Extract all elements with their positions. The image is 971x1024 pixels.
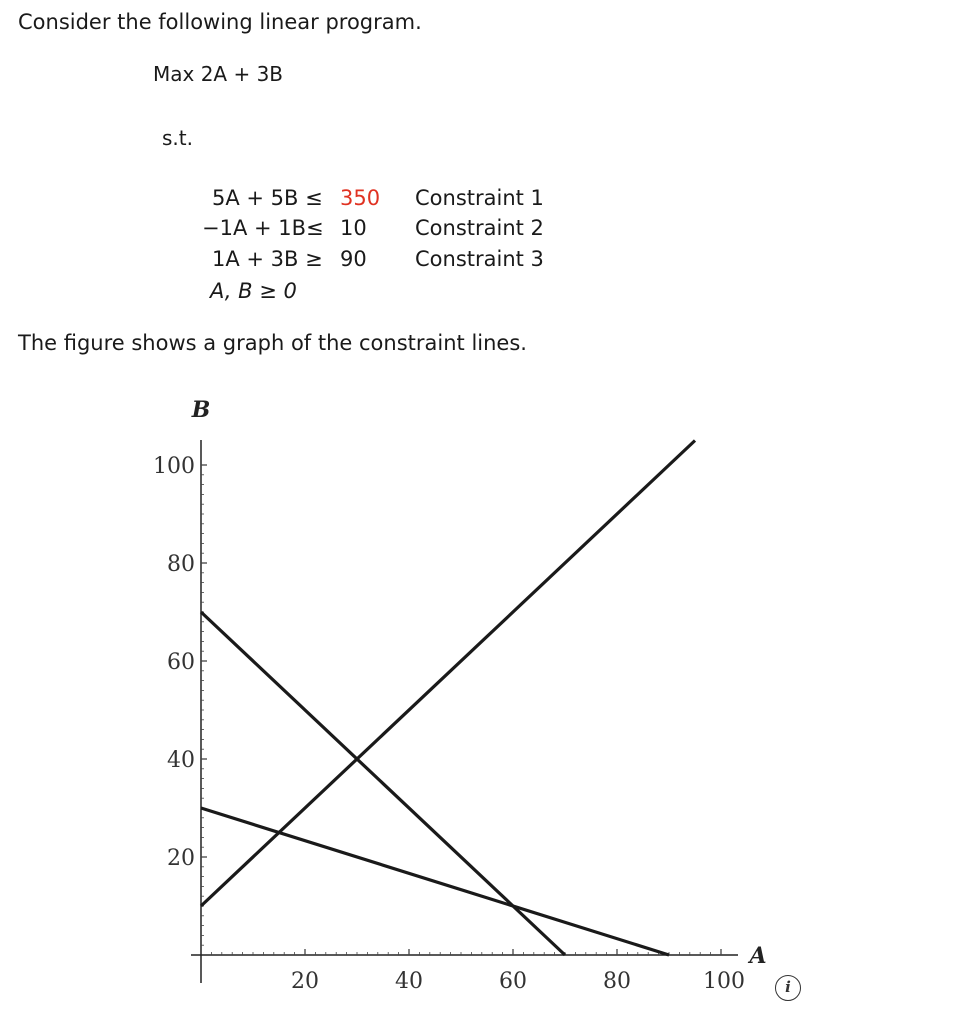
constraint-2-rhs: 10: [340, 216, 367, 240]
y-tick-label: 20: [167, 846, 195, 871]
y-axis-label: B: [191, 397, 211, 423]
constraint-2-line: [201, 441, 695, 907]
constraint-3-rhs: 90: [340, 247, 367, 271]
nonnegativity: A, B ≥ 0: [210, 279, 297, 303]
objective-text: Max 2A + 3B: [153, 62, 284, 86]
y-tick-label: 80: [167, 552, 195, 577]
constraint-1-label: Constraint 1: [415, 186, 544, 210]
constraint-2-label: Constraint 2: [415, 216, 544, 240]
constraint-3-lhs-text: 1A + 3B ≥: [212, 247, 323, 271]
x-tick-label: 60: [499, 969, 527, 994]
x-tick-label: 40: [395, 969, 423, 994]
x-tick-label: 80: [603, 969, 631, 994]
constraint-3-line: [201, 808, 669, 955]
intro-text: Consider the following linear program.: [18, 10, 422, 34]
constraint-1-lhs-text: 5A + 5B ≤: [212, 186, 323, 210]
info-icon[interactable]: i: [775, 975, 801, 1001]
constraint-1-rhs: 350: [340, 186, 381, 210]
x-tick-label: 20: [291, 969, 319, 994]
st-label: s.t.: [162, 126, 193, 150]
x-axis-label: A: [749, 943, 767, 969]
figure-caption: The figure shows a graph of the constraint lines.: [18, 331, 527, 355]
x-tick-label: 100: [703, 969, 745, 994]
constraint-3-label: Constraint 3: [415, 247, 544, 271]
y-tick-label: 40: [167, 748, 195, 773]
constraint-2-lhs-text: −1A + 1B≤: [202, 216, 324, 240]
y-tick-label: 60: [167, 650, 195, 675]
y-tick-label: 100: [153, 454, 195, 479]
